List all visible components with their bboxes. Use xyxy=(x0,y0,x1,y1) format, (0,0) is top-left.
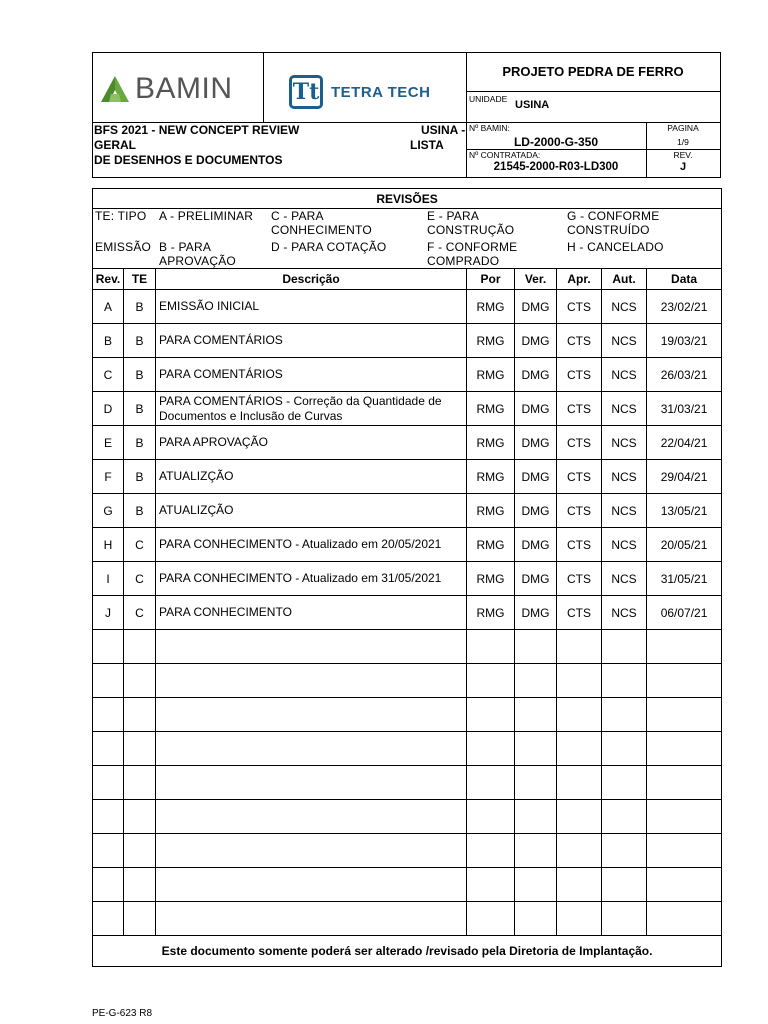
cell-ver: DMG xyxy=(515,358,557,392)
legend-item: E - PARA CONSTRUÇÃO xyxy=(427,209,515,237)
cell-rev: G xyxy=(93,494,124,528)
table-row xyxy=(93,324,722,358)
empty-cell xyxy=(156,868,467,902)
empty-cell xyxy=(93,868,124,902)
bamin-logo xyxy=(101,67,256,111)
column-header-por: Por xyxy=(467,269,515,290)
cell-descricao: PARA COMENTÁRIOS xyxy=(156,358,467,392)
empty-cell xyxy=(156,664,467,698)
cell-aut: NCS xyxy=(602,392,647,426)
legend-item: B - PARA APROVAÇÃO xyxy=(159,240,236,268)
document-code: PE-G-623 R8 xyxy=(92,1008,153,1019)
contratada-label: Nº CONTRATADA: xyxy=(469,150,541,160)
empty-table-row xyxy=(93,800,722,834)
cell-descricao: PARA COMENTÁRIOS - Correção da Quantidade de Documentos e Inclusão de Curvas xyxy=(156,392,467,426)
cell-descricao: ATUALIZÇÃO xyxy=(156,460,467,494)
cell-por: RMG xyxy=(467,392,515,426)
cell-apr: CTS xyxy=(557,324,602,358)
empty-cell xyxy=(467,732,515,766)
cell-data: 26/03/21 xyxy=(647,358,722,392)
cell-rev: E xyxy=(93,426,124,460)
cell-aut: NCS xyxy=(602,460,647,494)
empty-cell xyxy=(557,766,602,800)
cell-aut: NCS xyxy=(602,494,647,528)
empty-cell xyxy=(93,630,124,664)
empty-table-row xyxy=(93,902,722,936)
cell-rev: J xyxy=(93,596,124,630)
cell-descricao: EMISSÃO INICIAL xyxy=(156,290,467,324)
doc-title-line1: BFS 2021 - NEW CONCEPT REVIEW xyxy=(94,123,300,137)
empty-cell xyxy=(647,664,722,698)
rev-value: J xyxy=(679,161,687,173)
cell-te: C xyxy=(124,562,156,596)
cell-data: 19/03/21 xyxy=(647,324,722,358)
cell-ver: DMG xyxy=(515,494,557,528)
revisions-legend xyxy=(93,209,721,268)
cell-data: 13/05/21 xyxy=(647,494,722,528)
cell-ver: DMG xyxy=(515,290,557,324)
empty-cell xyxy=(557,732,602,766)
revisions-footer-row xyxy=(93,936,722,967)
revisions-header-row xyxy=(93,269,722,290)
empty-cell xyxy=(156,800,467,834)
bamin-no-label: Nº BAMIN: xyxy=(469,123,510,133)
cell-te: B xyxy=(124,392,156,426)
empty-cell xyxy=(93,664,124,698)
cell-por: RMG xyxy=(467,290,515,324)
rev-label: REV. xyxy=(673,150,693,160)
empty-cell xyxy=(602,902,647,936)
cell-por: RMG xyxy=(467,494,515,528)
column-header-data: Data xyxy=(647,269,722,290)
legend-item: H - CANCELADO xyxy=(567,240,664,254)
empty-cell xyxy=(156,902,467,936)
empty-cell xyxy=(647,766,722,800)
empty-cell xyxy=(557,630,602,664)
empty-table-row xyxy=(93,698,722,732)
cell-ver: DMG xyxy=(515,562,557,596)
table-row xyxy=(93,460,722,494)
empty-cell xyxy=(93,902,124,936)
cell-te: B xyxy=(124,290,156,324)
tetra-tech-logo-icon: Tt xyxy=(289,75,323,109)
cell-descricao: PARA CONHECIMENTO xyxy=(156,596,467,630)
legend-item: C - PARA CONHECIMENTO xyxy=(271,209,372,237)
empty-cell xyxy=(515,902,557,936)
empty-cell xyxy=(156,766,467,800)
cell-te: C xyxy=(124,596,156,630)
cell-apr: CTS xyxy=(557,596,602,630)
empty-cell xyxy=(647,630,722,664)
legend-item: TE: TIPO xyxy=(95,209,147,223)
empty-cell xyxy=(515,766,557,800)
pagina-value: 1/9 xyxy=(677,137,689,147)
cell-data: 29/04/21 xyxy=(647,460,722,494)
bamin-no-value: LD-2000-G-350 xyxy=(513,135,599,149)
cell-data: 31/03/21 xyxy=(647,392,722,426)
cell-te: B xyxy=(124,426,156,460)
empty-cell xyxy=(515,664,557,698)
doc-title-line2-right: LISTA xyxy=(410,138,444,152)
empty-table-row xyxy=(93,834,722,868)
cell-apr: CTS xyxy=(557,494,602,528)
cell-rev: A xyxy=(93,290,124,324)
empty-cell xyxy=(124,868,156,902)
cell-apr: CTS xyxy=(557,426,602,460)
table-row xyxy=(93,494,722,528)
cell-aut: NCS xyxy=(602,290,647,324)
empty-cell xyxy=(602,834,647,868)
empty-cell xyxy=(557,902,602,936)
empty-cell xyxy=(602,732,647,766)
cell-rev: C xyxy=(93,358,124,392)
empty-cell xyxy=(647,868,722,902)
empty-cell xyxy=(647,834,722,868)
cell-descricao: PARA CONHECIMENTO - Atualizado em 20/05/2021 xyxy=(156,528,467,562)
cell-rev: I xyxy=(93,562,124,596)
cell-te: B xyxy=(124,460,156,494)
cell-apr: CTS xyxy=(557,562,602,596)
cell-aut: NCS xyxy=(602,596,647,630)
empty-table-row xyxy=(93,868,722,902)
cell-ver: DMG xyxy=(515,426,557,460)
empty-cell xyxy=(602,698,647,732)
table-row xyxy=(93,562,722,596)
bamin-logo-icon xyxy=(101,76,129,102)
empty-cell xyxy=(557,698,602,732)
cell-apr: CTS xyxy=(557,528,602,562)
empty-cell xyxy=(467,766,515,800)
empty-cell xyxy=(156,834,467,868)
empty-cell xyxy=(93,834,124,868)
empty-cell xyxy=(557,868,602,902)
table-row xyxy=(93,596,722,630)
cell-ver: DMG xyxy=(515,460,557,494)
doc-title-line3: DE DESENHOS E DOCUMENTOS xyxy=(94,153,283,167)
legend-item: EMISSÃO xyxy=(95,240,152,254)
empty-cell xyxy=(647,698,722,732)
cell-rev: B xyxy=(93,324,124,358)
empty-cell xyxy=(93,732,124,766)
cell-data: 31/05/21 xyxy=(647,562,722,596)
empty-cell xyxy=(557,800,602,834)
empty-cell xyxy=(515,732,557,766)
table-row xyxy=(93,426,722,460)
empty-cell xyxy=(467,834,515,868)
cell-rev: D xyxy=(93,392,124,426)
pagina-label: PAGINA xyxy=(667,123,699,133)
empty-cell xyxy=(557,664,602,698)
cell-descricao: PARA APROVAÇÃO xyxy=(156,426,467,460)
revisions-table xyxy=(92,188,722,967)
cell-aut: NCS xyxy=(602,562,647,596)
table-row xyxy=(93,358,722,392)
cell-data: 22/04/21 xyxy=(647,426,722,460)
legend-item: A - PRELIMINAR xyxy=(159,209,254,223)
table-row xyxy=(93,290,722,324)
empty-cell xyxy=(602,868,647,902)
document-header xyxy=(92,52,721,178)
empty-cell xyxy=(467,630,515,664)
empty-cell xyxy=(124,664,156,698)
empty-cell xyxy=(602,664,647,698)
cell-data: 06/07/21 xyxy=(647,596,722,630)
cell-descricao: PARA COMENTÁRIOS xyxy=(156,324,467,358)
empty-cell xyxy=(602,766,647,800)
cell-te: B xyxy=(124,358,156,392)
legend-item: F - CONFORME COMPRADO xyxy=(427,240,518,268)
column-header-apr: Apr. xyxy=(557,269,602,290)
empty-cell xyxy=(515,834,557,868)
tetra-tech-logo xyxy=(289,69,465,115)
unidade-value: USINA xyxy=(515,99,550,111)
empty-cell xyxy=(124,630,156,664)
cell-aut: NCS xyxy=(602,426,647,460)
cell-apr: CTS xyxy=(557,358,602,392)
bamin-logo-text: BAMIN xyxy=(135,72,233,105)
empty-table-row xyxy=(93,732,722,766)
empty-cell xyxy=(515,800,557,834)
empty-cell xyxy=(647,902,722,936)
empty-cell xyxy=(515,630,557,664)
cell-te: B xyxy=(124,494,156,528)
table-row xyxy=(93,528,722,562)
cell-descricao: PARA CONHECIMENTO - Atualizado em 31/05/2021 xyxy=(156,562,467,596)
cell-te: B xyxy=(124,324,156,358)
column-header-te: TE xyxy=(124,269,156,290)
cell-data: 23/02/21 xyxy=(647,290,722,324)
cell-aut: NCS xyxy=(602,528,647,562)
empty-table-row xyxy=(93,664,722,698)
column-header-descricao: Descrição xyxy=(156,269,467,290)
empty-cell xyxy=(602,630,647,664)
column-header-aut: Aut. xyxy=(602,269,647,290)
empty-cell xyxy=(467,902,515,936)
revisions-legend-row xyxy=(93,209,722,269)
cell-te: C xyxy=(124,528,156,562)
empty-cell xyxy=(467,664,515,698)
column-header-rev: Rev. xyxy=(93,269,124,290)
empty-cell xyxy=(647,800,722,834)
cell-descricao: ATUALIZÇÃO xyxy=(156,494,467,528)
cell-por: RMG xyxy=(467,596,515,630)
cell-apr: CTS xyxy=(557,460,602,494)
cell-data: 20/05/21 xyxy=(647,528,722,562)
empty-table-row xyxy=(93,766,722,800)
cell-por: RMG xyxy=(467,426,515,460)
revisions-title: REVISÕES xyxy=(93,189,722,209)
cell-por: RMG xyxy=(467,358,515,392)
cell-ver: DMG xyxy=(515,596,557,630)
cell-aut: NCS xyxy=(602,324,647,358)
empty-cell xyxy=(124,732,156,766)
cell-por: RMG xyxy=(467,460,515,494)
cell-ver: DMG xyxy=(515,392,557,426)
cell-rev: F xyxy=(93,460,124,494)
empty-cell xyxy=(124,902,156,936)
empty-cell xyxy=(124,800,156,834)
empty-cell xyxy=(515,698,557,732)
empty-cell xyxy=(602,800,647,834)
empty-cell xyxy=(93,800,124,834)
empty-cell xyxy=(467,698,515,732)
doc-title-line1-right: USINA - xyxy=(421,123,466,137)
legend-item: D - PARA COTAÇÃO xyxy=(271,240,387,254)
empty-cell xyxy=(124,766,156,800)
cell-ver: DMG xyxy=(515,324,557,358)
empty-cell xyxy=(156,698,467,732)
empty-cell xyxy=(156,630,467,664)
cell-ver: DMG xyxy=(515,528,557,562)
table-row xyxy=(93,392,722,426)
empty-cell xyxy=(93,698,124,732)
empty-cell xyxy=(515,868,557,902)
empty-cell xyxy=(124,834,156,868)
empty-cell xyxy=(156,732,467,766)
revisions-title-row xyxy=(93,189,722,209)
cell-apr: CTS xyxy=(557,290,602,324)
cell-rev: H xyxy=(93,528,124,562)
empty-cell xyxy=(557,834,602,868)
column-header-ver: Ver. xyxy=(515,269,557,290)
tetra-tech-logo-text: TETRA TECH xyxy=(331,83,431,101)
cell-aut: NCS xyxy=(602,358,647,392)
contratada-value: 21545-2000-R03-LD300 xyxy=(493,161,619,173)
doc-title-line2: GERAL xyxy=(94,138,136,152)
legend-item: G - CONFORME CONSTRUÍDO xyxy=(567,209,660,237)
empty-cell xyxy=(93,766,124,800)
empty-cell xyxy=(467,800,515,834)
empty-cell xyxy=(124,698,156,732)
cell-por: RMG xyxy=(467,324,515,358)
footer-note: Este documento somente poderá ser alterado /revisado pela Diretoria de Implantação. xyxy=(93,936,722,967)
cell-por: RMG xyxy=(467,562,515,596)
empty-table-row xyxy=(93,630,722,664)
empty-cell xyxy=(647,732,722,766)
unidade-label: UNIDADE xyxy=(469,94,508,104)
empty-cell xyxy=(467,868,515,902)
cell-apr: CTS xyxy=(557,392,602,426)
project-title: PROJETO PEDRA DE FERRO xyxy=(502,64,684,79)
cell-por: RMG xyxy=(467,528,515,562)
